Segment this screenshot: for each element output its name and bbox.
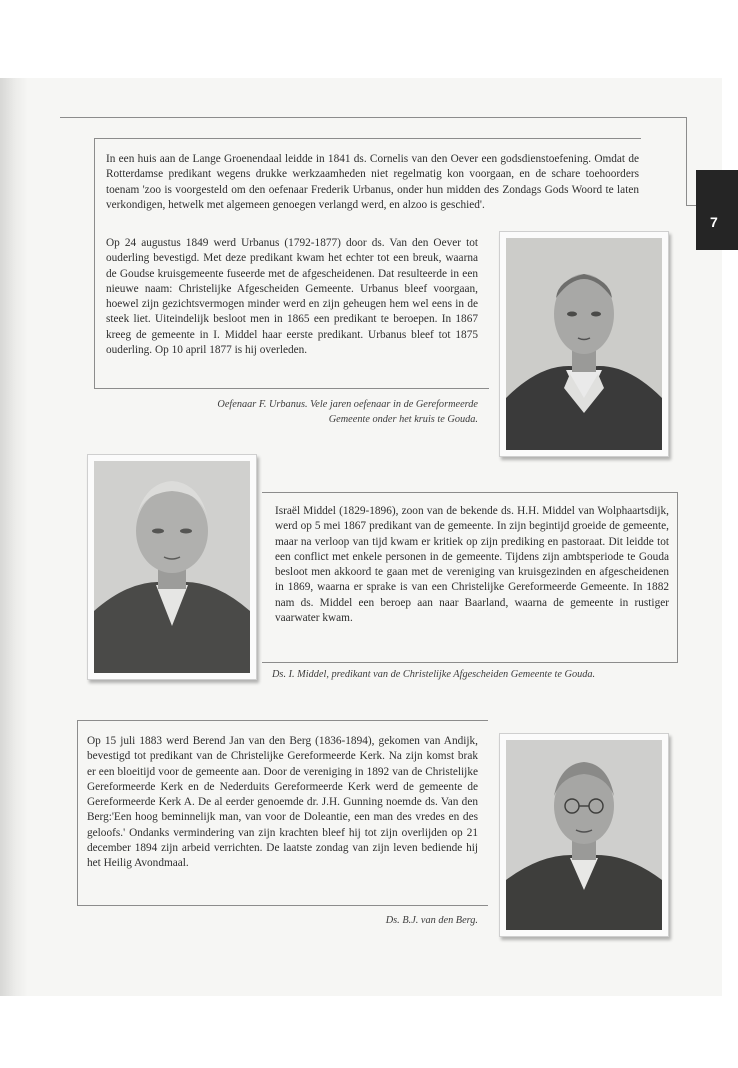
portrait-middel: [87, 454, 257, 680]
section2-paragraph: Israël Middel (1829-1896), zoon van de bekende ds. H.H. Middel van Wolphaartsdijk, werd op 5 mei 1867 predikant van de gemeente. In zijn begintijd groeide de gemeente, maar na verloop van tijd kwam er kritiek op zijn prediking en pastoraat. Dit leidde tot een conflict met enkele personen in de gemeente. Tijdens zijn ambtsperiode te Gouda besloot men akkoord te gaan met de vereniging van kruisgezinden en afgescheidenen in 1869, waarna er sprake is van een Christelijke Gereformeerde Gemeente. In 1882 nam ds. Middel een beroep aan naar Baarland, waarna de gemeente in rustiger vaarwater kwam.: [275, 505, 669, 625]
section3-paragraph: Op 15 juli 1883 werd Berend Jan van den Berg (1836-1894), gekomen van Andijk, bevestigd tot predikant van de Christelijke Gereformeerde Kerk. Na zijn komst brak er een bloeitijd voor de gemeente aan. Door de vereniging in 1892 van de Christelijke Gereformeerde Kerk en de Nederduits Gereformeerde Kerk werd de gemeente de Gereformeerde Kerk A. De al eerder genoemde dr. J.H. Gunning noemde ds. Van den Berg:'Een hoog beminnelijk man, van voor de Doleantie, een man des vredes en des geloofs.' Ondanks vermindering van zijn krachten bleef hij tot zijn overlijden op 21 december 1894 zijn arbeid verrichten. De laatste zondag van zijn leven bediende hij het Heilig Avondmaal.: [87, 735, 478, 870]
page-spine-shadow: [0, 78, 28, 996]
section1-box-top: [94, 138, 641, 139]
portrait-van-den-berg: [499, 733, 669, 937]
top-rule-right-end: [686, 205, 696, 206]
section1-caption: Oefenaar F. Urbanus. Vele jaren oefenaar in de Gereformeerde Gemeente onder het kruis te Gouda.: [217, 399, 478, 425]
portrait-urbanus: [499, 231, 669, 457]
section3-caption: Ds. B.J. van den Berg.: [385, 915, 478, 926]
portrait-van-den-berg-image: [506, 740, 662, 930]
section1-box-left: [94, 138, 95, 388]
top-rule-right: [686, 117, 687, 205]
portrait-middel-image: [94, 461, 250, 673]
section1-paragraph1: In een huis aan de Lange Groenendaal leidde in 1841 ds. Cornelis van den Oever een godsdienstoefening. Omdat de Rotterdamse predikant wegens drukke werkzaamheden niet regelmatig kon voorgaan, en de schare toehoorders toenam 'zoo is voorgesteld om den oefenaar Frederik Urbanus, onder hun midden des Zondags Gods Woord te laten verkondigen, hetwelk met algemeen genoegen verlangd werd, en alzoo is geschied'.: [106, 153, 639, 211]
chapter-tab: [696, 170, 738, 250]
section2-box-right: [677, 492, 678, 662]
top-rule: [60, 117, 686, 118]
section1-paragraph2: Op 24 augustus 1849 werd Urbanus (1792-1877) door ds. Van den Oever tot ouderling bevestigd. Met deze predikant kwam het echter tot een breuk, waarna de Goudse kruisgemeente fuseerde met de afgescheidenen. Dat resulteerde in een nieuwe naam: Christelijke Afgescheiden Gemeente. Urbanus bleef voorgaan, hoewel zijn gezichtsvermogen minder werd en zijn geheugen hem wel eens in de steek liet. Uiteindelijk besloot men in 1865 een predikant te beroepen. In 1867 kreeg de gemeente in I. Middel haar eerste predikant. Urbanus bleef tot 1875 ouderling. Op 10 april 1877 is hij overleden.: [106, 237, 478, 357]
page-number: 7: [710, 214, 718, 230]
section2-box-bottom: [262, 662, 678, 663]
section2-caption: Ds. I. Middel, predikant van de Christelijke Afgescheiden Gemeente te Gouda.: [272, 669, 596, 680]
portrait-urbanus-image: [506, 238, 662, 450]
section3-box-left: [77, 720, 78, 905]
section2-box-top: [262, 492, 678, 493]
section1-box-bottom: [94, 388, 489, 389]
section3-box-bottom: [77, 905, 488, 906]
section3-box-top: [77, 720, 488, 721]
